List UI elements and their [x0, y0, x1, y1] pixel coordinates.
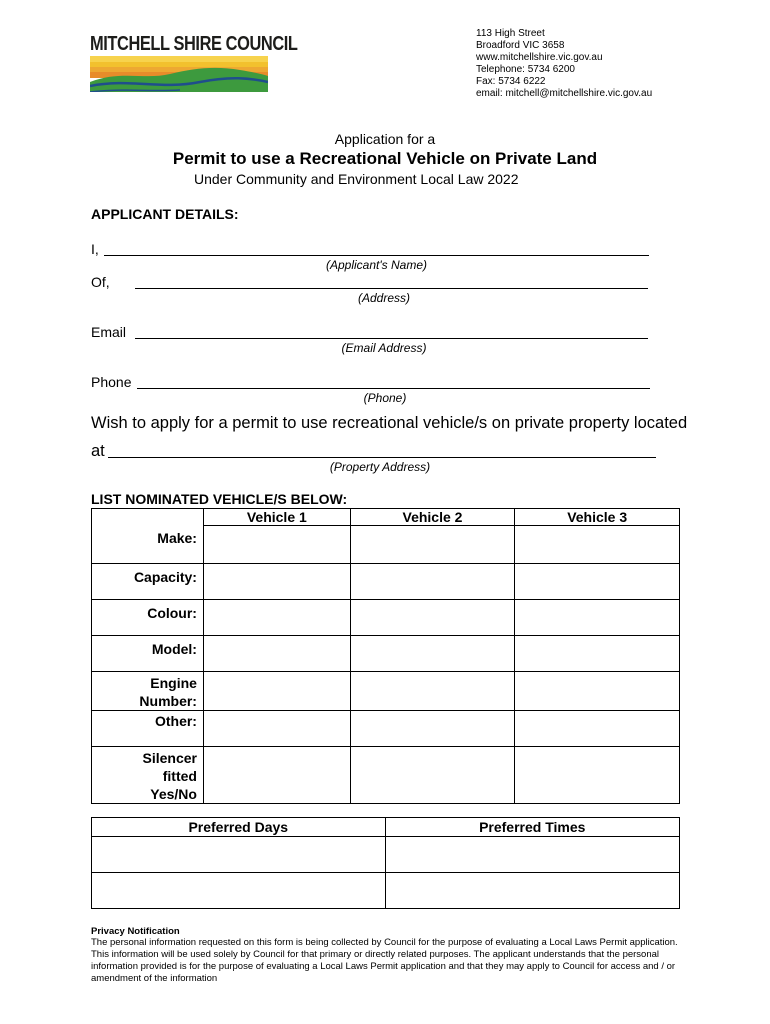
at-label: at — [91, 442, 105, 460]
vehicle-3-colour-cell[interactable] — [515, 600, 680, 636]
vehicle-3-make-cell[interactable] — [515, 526, 680, 564]
property-address-field[interactable] — [108, 457, 656, 458]
empty-header-cell — [92, 509, 204, 526]
vehicle-2-silencer-cell[interactable] — [350, 747, 515, 804]
vehicle-2-capacity-cell[interactable] — [350, 564, 515, 600]
email-caption: (Email Address) — [341, 341, 427, 355]
application-statement: Wish to apply for a permit to use recreational vehicle/s on private property located — [91, 414, 688, 432]
address-label: Of, — [91, 274, 110, 290]
vehicle-1-silencer-cell[interactable] — [203, 747, 350, 804]
vehicle-1-model-cell[interactable] — [203, 636, 350, 672]
vehicle-3-engine-number-cell[interactable] — [515, 672, 680, 711]
form-title: Permit to use a Recreational Vehicle on Private Land — [172, 149, 598, 168]
row-label-make: Make: — [92, 526, 204, 564]
vehicle-1-colour-cell[interactable] — [203, 600, 350, 636]
vehicle-2-colour-cell[interactable] — [350, 600, 515, 636]
vehicle-table — [91, 508, 680, 804]
address-line: Fax: 5734 6222 — [476, 76, 546, 87]
property-address-caption: (Property Address) — [329, 460, 431, 474]
preferred-times-cell[interactable] — [385, 837, 680, 873]
address-line: www.mitchellshire.vic.gov.au — [476, 52, 603, 63]
table-row — [92, 747, 680, 804]
email-label: Email — [91, 324, 127, 340]
vehicle-1-engine-number-cell[interactable] — [203, 672, 350, 711]
row-label-capacity: Capacity: — [92, 564, 204, 600]
vehicle-2-model-cell[interactable] — [350, 636, 515, 672]
vehicle-1-other-cell[interactable] — [203, 711, 350, 747]
council-logo-text: MITCHELL SHIRE COUNCIL — [90, 33, 298, 55]
vehicle-1-make-cell[interactable] — [203, 526, 350, 564]
applicant-details-heading: APPLICANT DETAILS: — [91, 206, 239, 222]
council-address-block — [476, 28, 652, 100]
vehicle-3-model-cell[interactable] — [515, 636, 680, 672]
vehicle-2-other-cell[interactable] — [350, 711, 515, 747]
vehicle-2-make-cell[interactable] — [350, 526, 515, 564]
privacy-notification-title: Privacy Notification — [91, 926, 180, 937]
preferences-table — [91, 817, 680, 909]
preferred-days-cell[interactable] — [92, 837, 386, 873]
address-caption: (Address) — [357, 291, 410, 305]
preferred-times-cell[interactable] — [385, 873, 680, 909]
form-intro: Application for a — [334, 131, 436, 147]
address-line: Broadford VIC 3658 — [476, 40, 565, 51]
vehicle-3-other-cell[interactable] — [515, 711, 680, 747]
vehicle-1-capacity-cell[interactable] — [203, 564, 350, 600]
applicant-name-field[interactable] — [104, 255, 649, 256]
address-line: Telephone: 5734 6200 — [476, 64, 575, 75]
row-label-engine-number: Engine Number: — [92, 672, 204, 711]
phone-caption: (Phone) — [363, 391, 407, 405]
form-subtitle: Under Community and Environment Local Law 2022 — [194, 171, 519, 187]
vehicle-2-engine-number-cell[interactable] — [350, 672, 515, 711]
table-row — [92, 636, 680, 672]
phone-label: Phone — [91, 374, 132, 390]
phone-field[interactable] — [137, 388, 650, 389]
row-label-other: Other: — [92, 711, 204, 747]
vehicle-3-silencer-cell[interactable] — [515, 747, 680, 804]
address-line: email: mitchell@mitchellshire.vic.gov.au — [476, 88, 653, 99]
row-label-model: Model: — [92, 636, 204, 672]
preferences-header-row — [92, 818, 680, 837]
applicant-name-caption: (Applicant's Name) — [326, 258, 427, 272]
table-row — [92, 873, 680, 909]
email-field[interactable] — [135, 338, 648, 339]
privacy-notification-text: The personal information requested on this form is being collected by Council for the purpose of evaluating a Local Laws Permit application. This information will be used solely by Council for that primary or directly related purposes. The applicant understands that the personal information provided is for the purpose of evaluating a Local Laws Permit application and that they may apply to Council for access and / or amendment of the information — [91, 937, 678, 984]
vehicle-3-capacity-cell[interactable] — [515, 564, 680, 600]
table-row — [92, 600, 680, 636]
address-line: 113 High Street — [476, 28, 545, 39]
table-row — [92, 564, 680, 600]
name-label: I, — [91, 241, 99, 257]
row-label-colour: Colour: — [92, 600, 204, 636]
vehicle-column-header: Vehicle 2 — [350, 509, 515, 526]
table-row — [92, 672, 680, 711]
table-row — [92, 837, 680, 873]
address-field[interactable] — [135, 288, 648, 289]
row-label-silencer: Silencer fitted Yes/No — [92, 747, 204, 804]
table-row — [92, 711, 680, 747]
vehicle-list-heading: LIST NOMINATED VEHICLE/S BELOW: — [91, 491, 348, 507]
table-row — [92, 526, 680, 564]
preferred-times-header: Preferred Times — [385, 818, 680, 837]
vehicle-column-header: Vehicle 3 — [515, 509, 680, 526]
council-logo-graphic — [90, 56, 268, 92]
vehicle-column-header: Vehicle 1 — [203, 509, 350, 526]
vehicle-table-header-row — [92, 509, 680, 526]
preferred-days-cell[interactable] — [92, 873, 386, 909]
preferred-days-header: Preferred Days — [92, 818, 386, 837]
